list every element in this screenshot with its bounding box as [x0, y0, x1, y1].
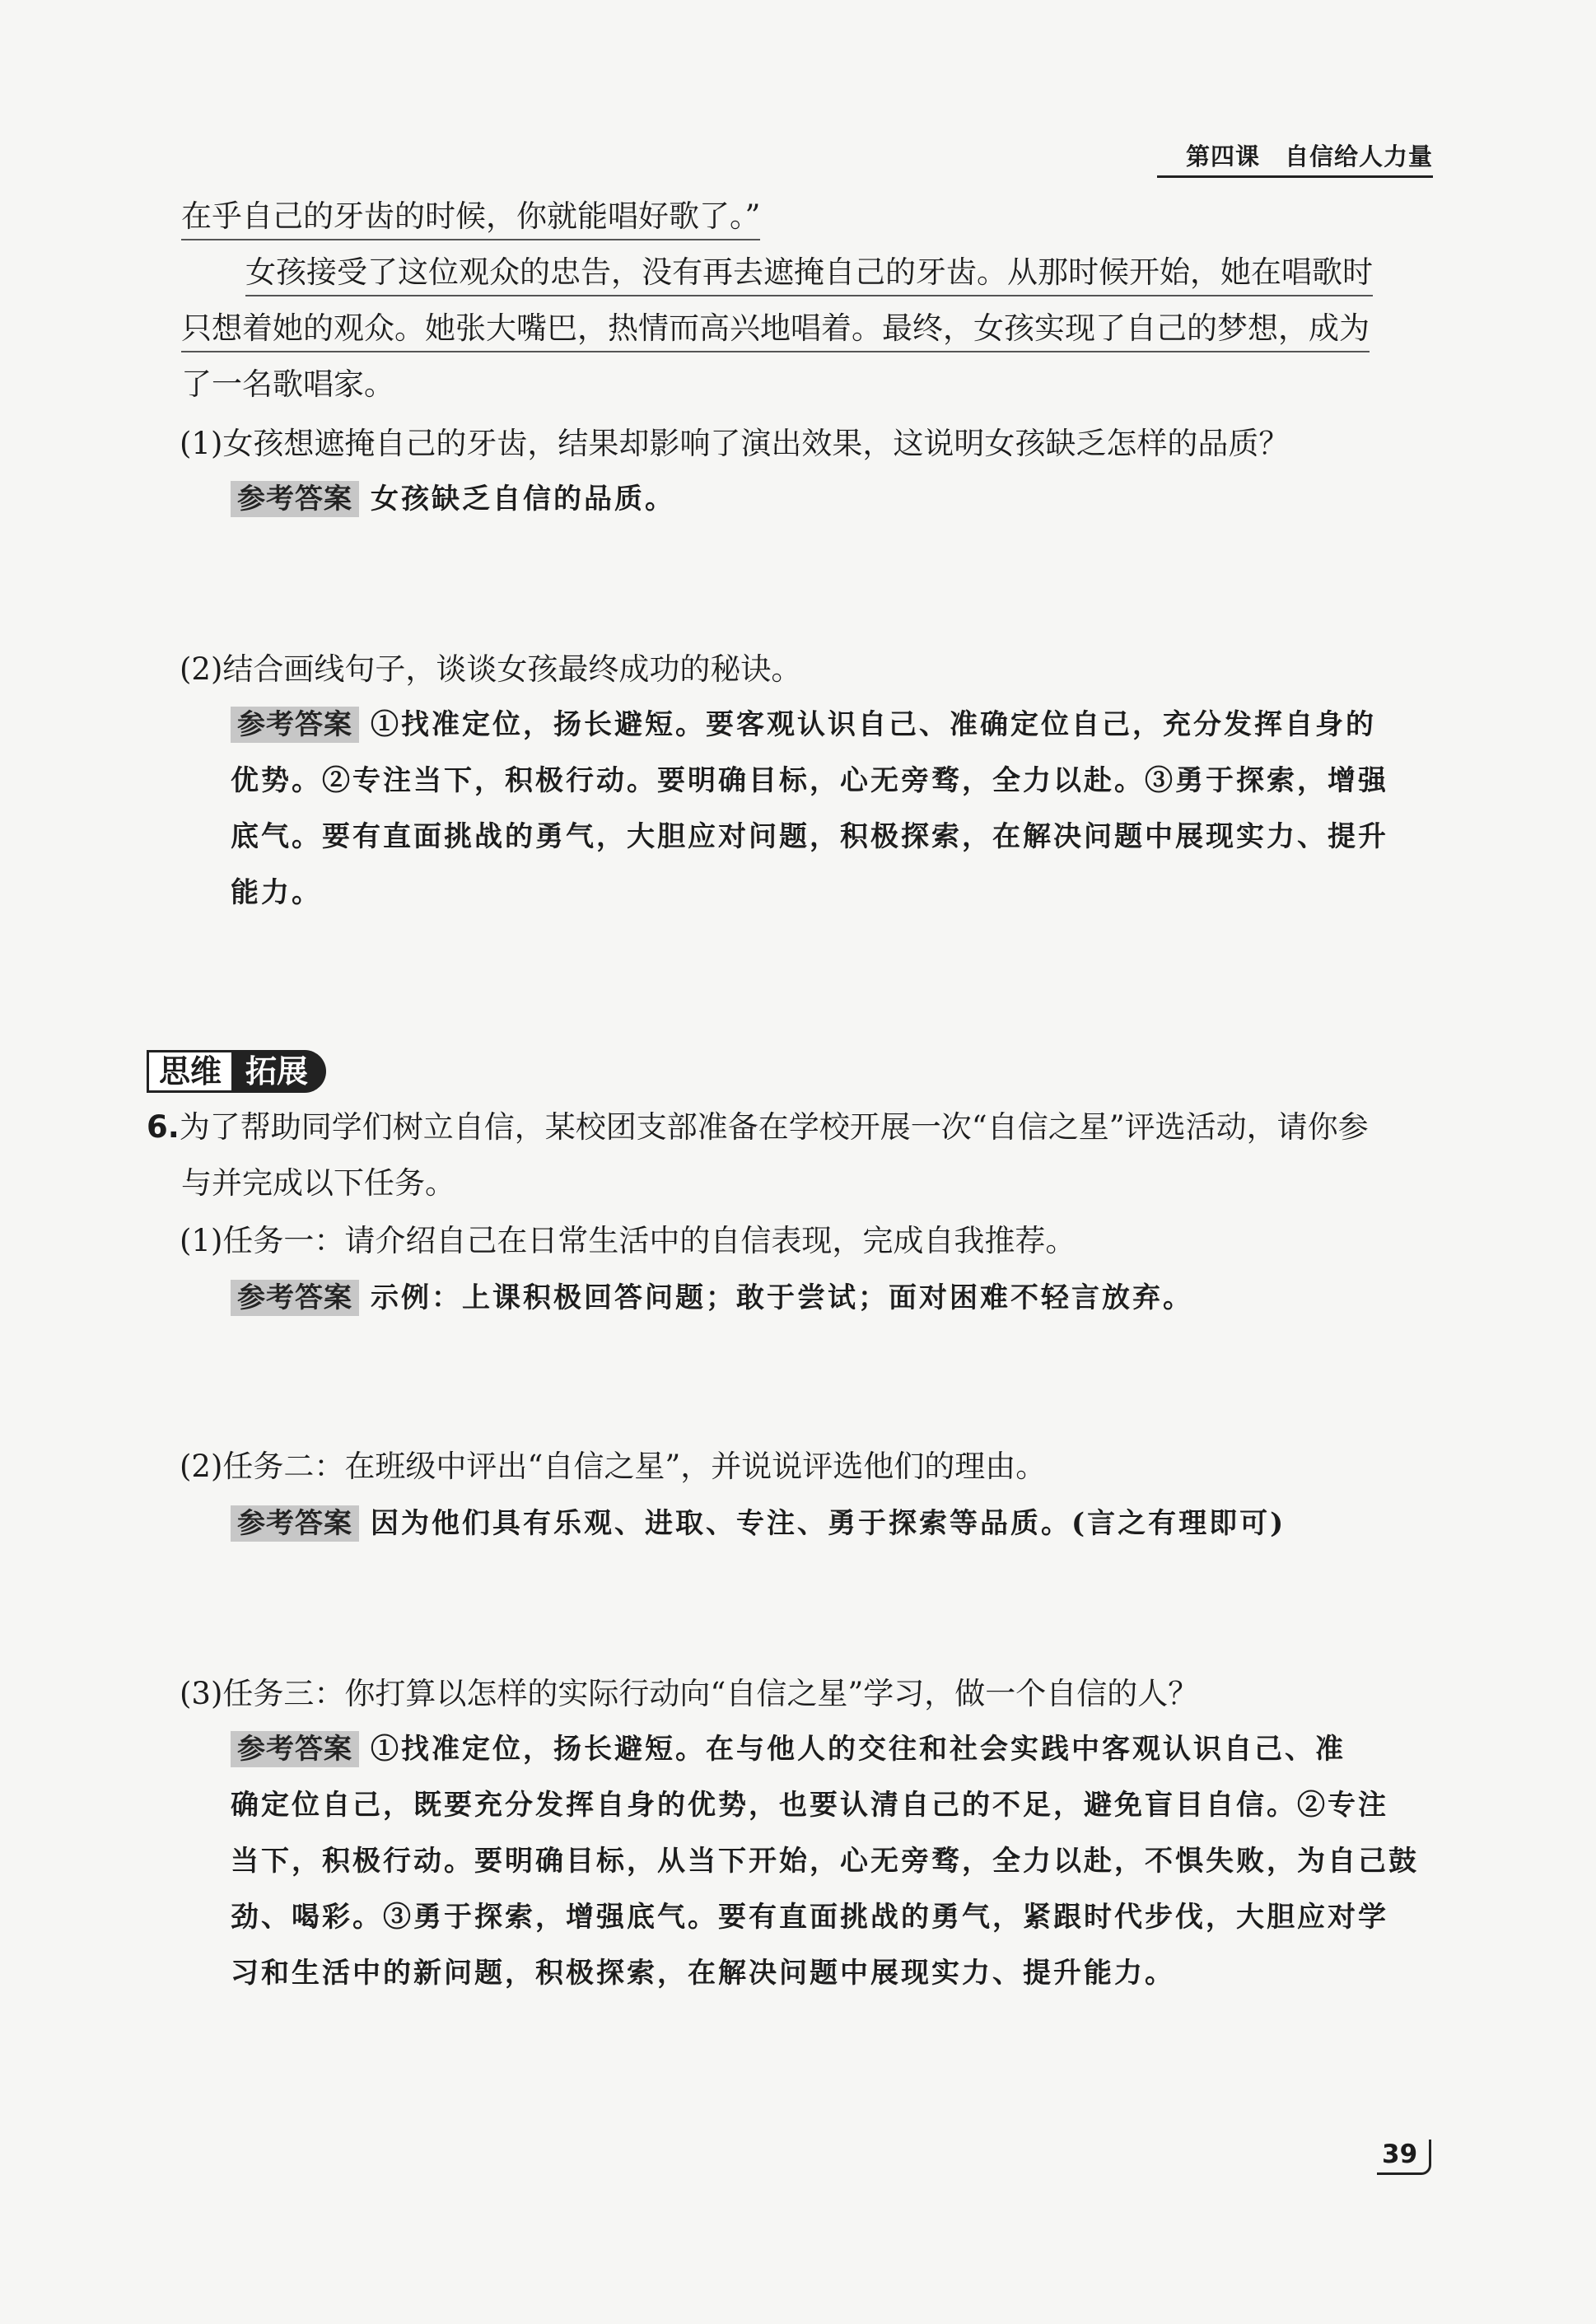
- answer-text: ①找准定位，扬长避短。要客观认识自己、准确定位自己，充分发挥自身的: [371, 708, 1376, 741]
- task-3-answer-line: 劲、喝彩。③勇于探索，增强底气。要有直面挑战的勇气，紧跟时代步伐，大胆应对学: [231, 1901, 1388, 1934]
- underlined-text: 女孩接受了这位观众的忠告，没有再去遮掩自己的牙齿。从那时候开始，她在唱歌时: [245, 254, 1373, 296]
- question-5-2: (2)结合画线句子，谈谈女孩最终成功的秘诀。: [180, 651, 802, 687]
- answer-text: 女孩缺乏自信的品质。: [371, 483, 675, 516]
- story-line: [181, 198, 760, 236]
- answer-label: 参考答案: [231, 481, 359, 517]
- task-2-question: (2)任务二：在班级中评出“自信之星”，并说说评选他们的理由。: [180, 1449, 1047, 1484]
- task-3-answer-line: 当下，积极行动。要明确目标，从当下开始，心无旁骛，全力以赴，不惧失败，为自己鼓: [231, 1845, 1419, 1878]
- lesson-header: 第四课 自信给人力量: [1157, 138, 1433, 178]
- answer-label: 参考答案: [231, 1731, 359, 1767]
- answer-label: 参考答案: [231, 707, 359, 743]
- story-line: [181, 310, 1370, 348]
- task-3-answer-line: 确定位自己，既要充分发挥自身的优势，也要认清自己的不足，避免盲目自信。②专注: [231, 1789, 1388, 1822]
- story-line: [245, 254, 1373, 292]
- section-title: [147, 1050, 326, 1093]
- task-1-answer: [231, 1280, 1193, 1316]
- task-1-question: (1)任务一：请介绍自己在日常生活中的自信表现，完成自我推荐。: [180, 1223, 1076, 1258]
- task-3-answer-line: 习和生活中的新问题，积极探索，在解决问题中展现实力、提升能力。: [231, 1957, 1175, 1990]
- answer-text: 示例：上课积极回答问题；敢于尝试；面对困难不轻言放弃。: [371, 1281, 1193, 1314]
- question-6-stem: [147, 1108, 1369, 1146]
- question-number: 6.: [147, 1109, 180, 1145]
- answer-5-2-line: 底气。要有直面挑战的勇气，大胆应对问题，积极探索，在解决问题中展现实力、提升: [231, 820, 1388, 853]
- answer-text: 因为他们具有乐观、进取、专注、勇于探索等品质。(言之有理即可): [371, 1507, 1286, 1540]
- task-2-answer: [231, 1505, 1286, 1542]
- answer-label: 参考答案: [231, 1280, 359, 1316]
- answer-label: 参考答案: [231, 1505, 359, 1542]
- underlined-text: 只想着她的观众。她张大嘴巴，热情而高兴地唱着。最终，女孩实现了自己的梦想，成为: [181, 310, 1370, 352]
- underlined-text: 在乎自己的牙齿的时候，你就能唱好歌了。”: [181, 198, 760, 240]
- answer-text: ①找准定位，扬长避短。在与他人的交往和社会实践中客观认识自己、准: [371, 1733, 1346, 1766]
- page-number: 39: [1377, 2140, 1431, 2175]
- task-3-answer-line: [231, 1731, 1346, 1767]
- answer-5-2-line: [231, 707, 1376, 743]
- question-6-stem: 与并完成以下任务。: [181, 1165, 455, 1201]
- answer-5-2-line: 能力。: [231, 876, 322, 909]
- task-3-question: (3)任务三：你打算以怎样的实际行动向“自信之星”学习，做一个自信的人？: [180, 1676, 1199, 1711]
- answer-5-2-line: 优势。②专注当下，积极行动。要明确目标，心无旁骛，全力以赴。③勇于探索，增强: [231, 764, 1388, 797]
- section-title-b: 拓展: [234, 1050, 326, 1093]
- section-title-a: 思维: [147, 1050, 234, 1093]
- answer-5-1: [231, 481, 675, 517]
- question-5-1: (1)女孩想遮掩自己的牙齿，结果却影响了演出效果，这说明女孩缺乏怎样的品质？: [180, 426, 1290, 461]
- story-line: 了一名歌唱家。: [181, 366, 394, 402]
- question-text: 为了帮助同学们树立自信，某校团支部准备在学校开展一次“自信之星”评选活动，请你参: [179, 1109, 1369, 1145]
